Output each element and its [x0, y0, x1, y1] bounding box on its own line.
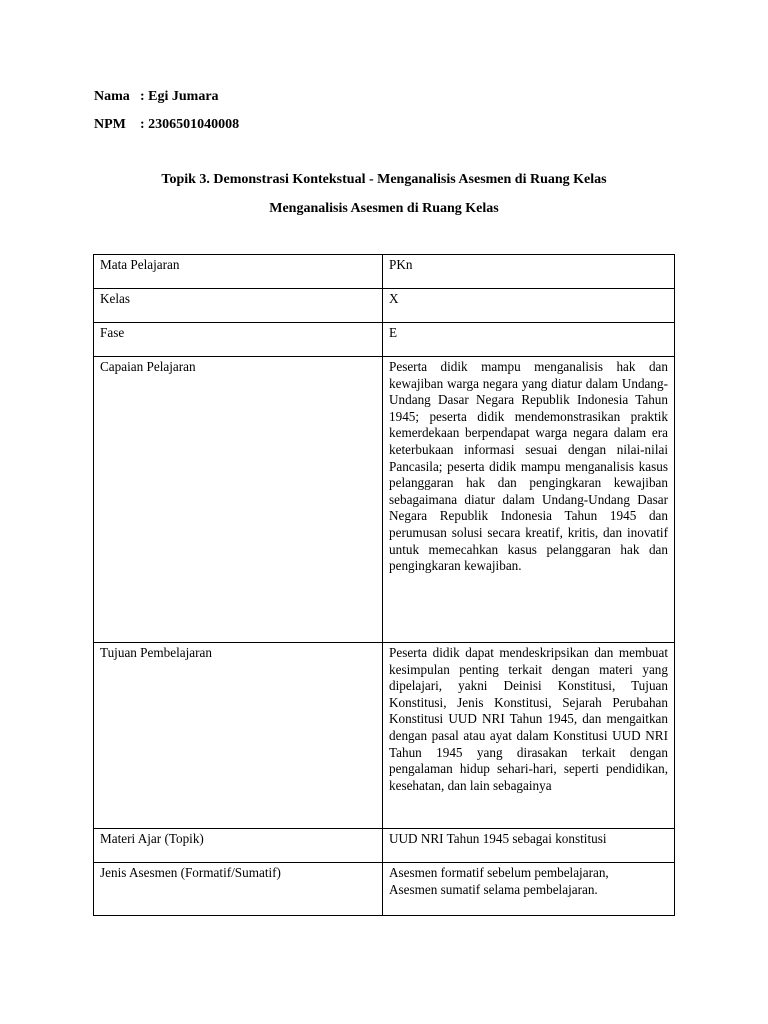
document-subtitle: Menganalisis Asesmen di Ruang Kelas	[269, 201, 499, 216]
row-label-tujuan-pembelajaran: Tujuan Pembelajaran	[94, 643, 383, 829]
row-value-tujuan-pembelajaran: Peserta didik dapat mendeskripsikan dan membuat kesimpulan penting terkait dengan materi yang dipelajari, yakni Deinisi Konstitusi, Tujuan Konstitusi, Jenis Konstitusi, Sejarah Perubahan Konstitusi UUD NRI Tahun 1945, dan mengaitkan dengan pasal atau ayat dalam Konstitusi UUD NRI Tahun 1945 yang dirasakan terkait dengan pengalaman hidup sehari-hari, seperti pendidikan, kesehatan, dan lain sebagainya	[383, 643, 675, 829]
name-value: : Egi Jumara	[140, 89, 219, 104]
topic-title: Topik 3. Demonstrasi Kontekstual - Menganalisis Asesmen di Ruang Kelas	[161, 172, 607, 187]
assessment-table	[93, 254, 675, 916]
row-label-mata-pelajaran: Mata Pelajaran	[94, 255, 383, 289]
table-row	[94, 323, 675, 357]
row-value-mata-pelajaran: PKn	[383, 255, 675, 289]
npm-value: : 2306501040008	[140, 117, 240, 132]
row-value-capaian-pelajaran: Peserta didik mampu menganalisis hak dan kewajiban warga negara yang diatur dalam Undang- Undang Dasar Negara Republik Indonesia Tahun 1945; peserta didik mendemonstrasikan praktik kemerdekaan berpendapat warga negara dalam era keterbukaan informasi sesuai dengan nilai-nilai Pancasila; peserta didik mampu menganalisis kasus pelanggaran hak dan pengingkaran kewajiban sebagaimana diatur dalam Undang-Undang Dasar Negara Republik Indonesia Tahun 1945 dan perumusan solusi secara kreatif, kritis, dan inovatif untuk memecahkan kasus pelanggaran hak dan pengingkaran kewajiban.	[383, 357, 675, 643]
row-label-materi-ajar: Materi Ajar (Topik)	[94, 829, 383, 863]
table-row	[94, 255, 675, 289]
jenis-asesmen-line-formatif: Asesmen formatif sebelum pembelajaran,	[389, 865, 609, 880]
student-name-line	[94, 88, 219, 106]
npm-label: NPM	[94, 117, 126, 132]
row-label-fase: Fase	[94, 323, 383, 357]
table-row	[94, 863, 675, 916]
row-label-jenis-asesmen: Jenis Asesmen (Formatif/Sumatif)	[94, 863, 383, 916]
row-value-fase: E	[383, 323, 675, 357]
jenis-asesmen-line-sumatif: Asesmen sumatif selama pembelajaran.	[389, 881, 598, 897]
row-value-materi-ajar: UUD NRI Tahun 1945 sebagai konstitusi	[383, 829, 675, 863]
name-label: Nama	[94, 89, 130, 104]
row-value-kelas: X	[383, 289, 675, 323]
table-row	[94, 829, 675, 863]
table-row	[94, 357, 675, 643]
student-npm-line	[94, 116, 239, 134]
table-row	[94, 643, 675, 829]
row-value-jenis-asesmen	[383, 863, 675, 916]
row-label-kelas: Kelas	[94, 289, 383, 323]
row-label-capaian-pelajaran: Capaian Pelajaran	[94, 357, 383, 643]
table-row	[94, 289, 675, 323]
